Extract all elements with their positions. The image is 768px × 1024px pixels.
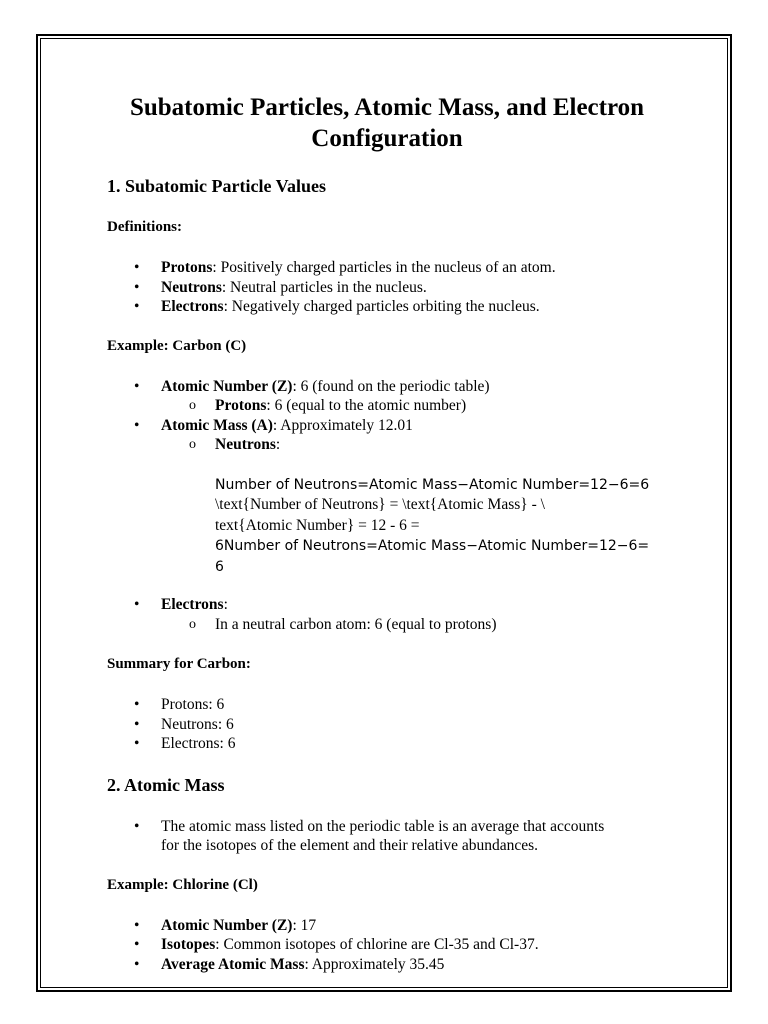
bullet-icon: •: [134, 916, 140, 934]
neutron-formula: Number of Neutrons=Atomic Mass−Atomic Number=12−6=6 \text{Number of Neutrons} = \text{Atomic Mass} - \ text{Atomic Number} = 12 - 6 = 6Number of Neutrons=Atomic Mass−Atomic Number=12−6= 6: [215, 476, 650, 575]
list-item: o Neutrons: Number of Neutrons=Atomic Mass−Atomic Number=12−6=6 \text{Number of Neutrons} = \text{Atomic Mass} - \ text{Atomic Number} = 12 - 6 = 6Number of Neutrons=Atomic Mass−Atomic Number=12−6= 6: [161, 435, 667, 577]
list-item: • Atomic Mass (A): Approximately 12.01 o Neutrons: Number of Neutrons=Atomic Mass−Atomic Number=12−6=6 \text{Number of Neutrons} = \text{Atomic Mass} - \ text{Atomic Number} = 12 - 6 = 6Number of Neutrons=Atomic Mass−Atomic Number=12−6= 6: [107, 416, 667, 578]
bullet-icon: •: [134, 377, 140, 395]
bullet-icon: •: [134, 936, 140, 953]
section-heading: 2. Atomic Mass: [107, 774, 225, 795]
example-heading: Example: Carbon (C): [107, 337, 247, 354]
circle-bullet-icon: o: [189, 616, 196, 632]
carbon-list: [107, 377, 667, 635]
list-item: • Atomic Number (Z): 6 (found on the periodic table) o Protons: 6 (equal to the atomic number): [107, 377, 667, 416]
definitions-heading: Definitions:: [107, 219, 182, 235]
bullet-icon: •: [134, 715, 140, 733]
bullet-icon: •: [134, 696, 140, 713]
section-heading: 1. Subatomic Particle Values: [107, 176, 326, 196]
list-item: • Neutrons: Neutral particles in the nucleus.: [134, 278, 427, 296]
summary-heading: Summary for Carbon:: [107, 656, 251, 672]
list-item: • Isotopes: Common isotopes of chlorine are Cl-35 and Cl-37.: [134, 936, 539, 953]
bullet-icon: •: [134, 596, 140, 613]
bullet-icon: •: [134, 955, 140, 973]
circle-bullet-icon: o: [189, 398, 196, 413]
list-item: • Electrons: 6: [134, 735, 236, 752]
example-heading: Example: Chlorine (Cl): [107, 876, 258, 893]
bullet-icon: •: [134, 278, 140, 296]
list-item: • The atomic mass listed on the periodic table is an average that accounts for the isotopes of the element and their relative abundances.: [134, 817, 605, 854]
list-item: • Electrons: Negatively charged particles orbiting the nucleus.: [134, 298, 540, 315]
list-item: • Electrons: o In a neutral carbon atom: 6 (equal to protons): [107, 595, 667, 634]
bullet-icon: •: [134, 735, 140, 752]
summary-list: [107, 695, 667, 754]
page-title: Subatomic Particles, Atomic Mass, and Electron Configuration: [129, 94, 645, 152]
bullet-icon: •: [134, 416, 140, 434]
list-item: o In a neutral carbon atom: 6 (equal to protons): [189, 615, 497, 633]
list-item: • Protons: Positively charged particles in the nucleus of an atom.: [134, 259, 556, 276]
chlorine-list: [107, 916, 667, 975]
list-item: • Average Atomic Mass: Approximately 35.45: [134, 955, 445, 973]
atomic-mass-list: [107, 817, 667, 856]
bullet-icon: •: [134, 298, 140, 315]
bullet-icon: •: [134, 817, 140, 835]
definitions-list: [107, 258, 667, 317]
list-item: • Protons: 6: [134, 696, 225, 713]
list-item: o Protons: 6 (equal to the atomic number): [189, 397, 467, 414]
list-item: • Neutrons: 6: [134, 715, 234, 733]
bullet-icon: •: [134, 259, 140, 276]
list-item: • Atomic Number (Z): 17: [134, 916, 317, 934]
circle-bullet-icon: o: [189, 437, 196, 452]
document-content: [107, 92, 667, 974]
